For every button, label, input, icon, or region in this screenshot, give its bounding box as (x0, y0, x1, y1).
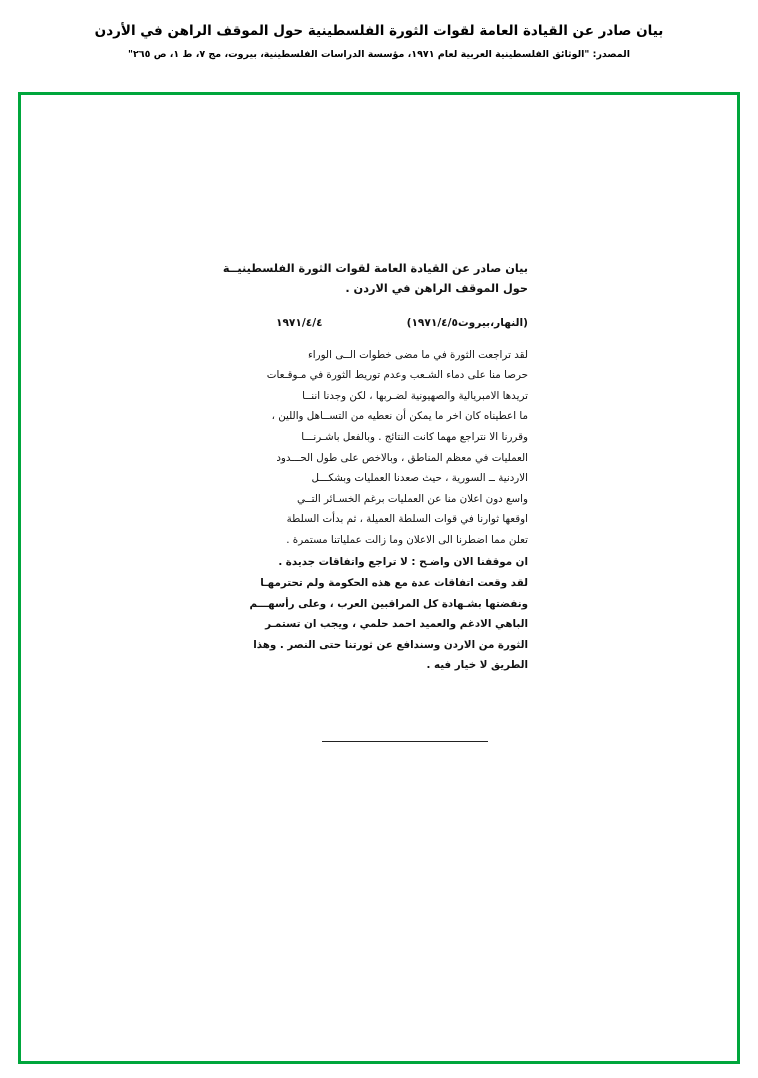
source-citation: المصدر: "الوثائق الفلسطينية العربية لعام ١٩٧١، مؤسسة الدراسات الفلسطينية، بيروت، مج ٧، ط ١، ص ٢٦٥" (128, 49, 630, 61)
scan-line: واسع دون اعلان منا عن العمليات برغم الخسـائر التــي (296, 492, 528, 505)
scan-heading (222, 259, 528, 299)
scan-citation: (النهار،بيروت١٩٧١/٤/٥) (406, 316, 528, 329)
document-header (0, 0, 758, 62)
scan-line: ما اعطيناه كان اخر ما يمكن أن نعطيه من التســاهل واللين ، (271, 410, 528, 423)
scan-line: تعلن مما اضطرنا الى الاعلان وما زالت عملياتنا مستمرة . (286, 533, 528, 546)
scan-heading-line-1: بيان صادر عن القيادة العامة لقوات الثورة الفلسطينيــة (222, 262, 528, 275)
scan-line: وقررنا الا نتراجع مهما كانت النتائج . وبالفعل باشـرنـــا (301, 430, 528, 443)
scan-frame-border (18, 92, 740, 1064)
horizontal-rule (322, 741, 488, 742)
scan-line: الطريق لا خيار فيه . (426, 659, 528, 672)
scan-line: ان موقفنا الان واضـح : لا تراجع واتفاقات جديدة . (278, 556, 528, 569)
scan-line: العمليات في معظم المناطق ، وبالاخص على طول الحـــدود (276, 451, 528, 464)
scan-heading-line-2: حول الموقف الراهن في الاردن . (345, 281, 528, 295)
scan-line: لقد تراجعت الثورة في ما مضى خطوات الــى الوراء (307, 348, 528, 361)
page-title: بيان صادر عن القيادة العامة لقوات الثورة الفلسطينية حول الموقف الراهن في الأردن (94, 23, 664, 39)
scan-date: ١٩٧١/٤/٤ (276, 316, 323, 329)
scanned-text-block (222, 259, 528, 678)
scan-line: اوقعها ثوارنا في قوات السلطة العميلة ، ثم بدأت السلطة (286, 513, 528, 526)
scan-line: لقد وقعت اتفاقات عدة مع هذه الحكومة ولم تحترمهـا (260, 577, 528, 590)
scan-line: ونفضتها بشـهادة كل المراقبين العرب ، وعلى رأسهـــم (249, 597, 528, 610)
scan-page-area (38, 111, 720, 1045)
scan-paragraph-2 (249, 552, 528, 676)
scan-line: الاردنية ــ السورية ، حيث صعدنا العمليات وبشكـــل (311, 472, 528, 485)
scan-line: الثورة من الاردن وسندافع عن ثورتنا حتى النصر . وهذا (253, 638, 528, 651)
scan-meta-row (276, 317, 528, 329)
scan-line: تريدها الامبريالية والصهيونية لضـربها ، لكن وجدنا اننــا (302, 389, 528, 402)
scan-line: الباهي الادغم والعميد احمد حلمي ، ويجب ان تستمـر (265, 618, 528, 631)
scan-paragraph-1 (266, 345, 528, 551)
scan-line: حرصا منا على دماء الشـعب وعدم توريط الثورة في مـوقـعات (266, 369, 528, 382)
